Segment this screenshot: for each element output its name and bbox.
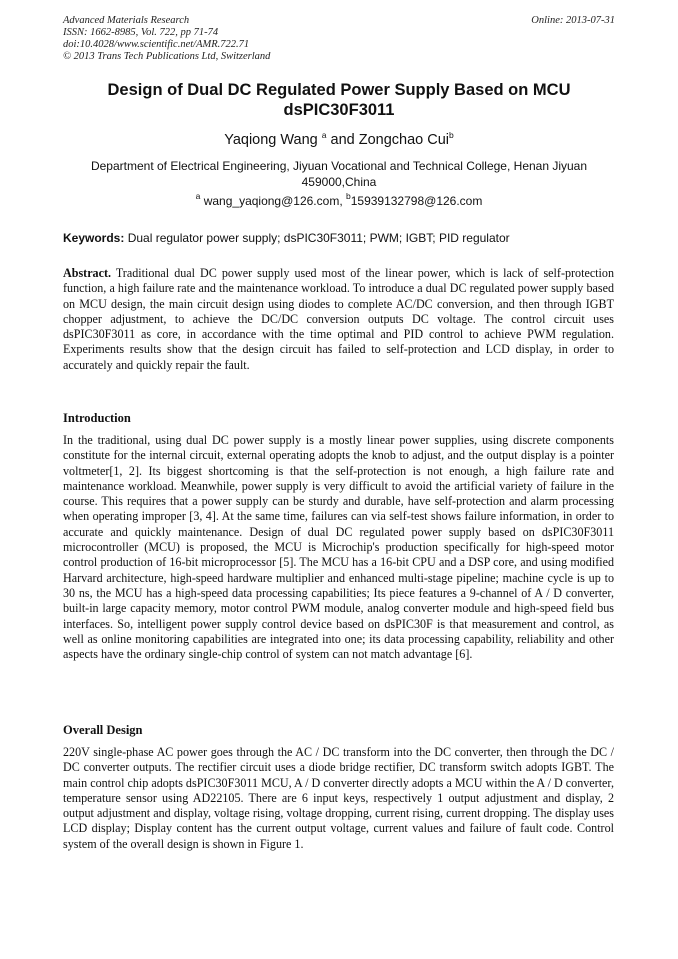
title-line-1: Design of Dual DC Regulated Power Supply Based on MCU	[107, 81, 571, 99]
journal-name: Advanced Materials Research	[63, 15, 190, 26]
issn-line: ISSN: 1662-8985, Vol. 722, pp 71-74	[63, 27, 219, 38]
email-a-mark: a	[195, 191, 201, 201]
author-2-affil-mark: b	[449, 130, 454, 140]
copyright-line: © 2013 Trans Tech Publications Ltd, Switzerland	[63, 51, 271, 62]
email-b-mark: b	[345, 191, 351, 201]
author-joiner: and	[326, 132, 359, 148]
doi-line: doi:10.4028/www.scientific.net/AMR.722.71	[63, 39, 250, 50]
paper-title	[63, 80, 615, 120]
journal-header	[63, 15, 615, 63]
abstract-text: Traditional dual DC power supply used most of the linear power, which is lack of self-protection function, a high failure rate and the maintenance workload. To introduce a dual DC regulated power supply based on MCU design, the main circuit design using diodes to complete AC/DC conversion, and then through IGBT chopper adjustment, to achieve the DC/DC conversion outputs DC voltage. The control circuit uses dsPIC30F3011 as core, in accordance with the time optimal and PID control to achieve PWM regulation. Experiments results show that the design circuit has failed to self-protection and LCD display, in order to accurately and quickly repair the fault.	[63, 266, 614, 372]
email-line	[63, 191, 615, 209]
affiliation-line-2: 459000,China	[301, 174, 377, 189]
keywords-label: Keywords:	[63, 231, 125, 245]
keywords-text: Dual regulator power supply; dsPIC30F3011; PWM; IGBT; PID regulator	[124, 231, 510, 245]
title-line-2: dsPIC30F3011	[283, 101, 395, 119]
introduction-text: In the traditional, using dual DC power supply is a mostly linear power supplies, using discrete components constitute for the internal circuit, external operating adopts the knob to adjust, and the output display is a pointer voltmeter[1, 2]. Its biggest shortcoming is that the self-protection is not enough, a high failure rate and maintenance workload. Meanwhile, power supply is very difficult to avoid the artificial variety of failure in the course. This requires that a power supply can be sturdy and durable, have self-protection and alarm processing when operating improper [3, 4]. At the same time, failures can via self-test shows failure information, in order to accurate and quickly maintenance. Design of dual DC regulated power supply based on dsPIC30F3011 microcontroller (MCU) is proposed, the MCU is Microchip's production specifically for high-speed motor control production of 16-bit microprocessor [5]. The MCU has a 16-bit CPU and a DSP core, and using modified Harvard architecture, high-speed hardware multiplier and enhanced multi-stage pipeline; machine cycle is up to 30 ns, the MCU has a high-speed data processing capabilities; Its piece features a 9-channel of A / D converter, built-in large capacity memory, motor control PWM module, analog converter module and high-speed field bus interfaces. So, intelligent power supply control device based on dsPIC30F is that measurement and control, as well as online monitoring capabilities are integrated into one; its data processing capability, reliability and other aspects have the ordinary single-chip control of system can not match advantage [6].	[63, 433, 614, 662]
abstract	[63, 266, 614, 373]
keywords	[63, 231, 615, 246]
affiliation	[63, 159, 615, 190]
affiliation-line-1: Department of Electrical Engineering, Jiyuan Vocational and Technical College, Henan Jiyuan	[90, 159, 588, 173]
email-a: wang_yaqiong@126.com,	[200, 194, 346, 208]
author-1-affil-mark: a	[321, 130, 327, 140]
email-b: 15939132798@126.com	[350, 194, 483, 208]
overall-design-heading: Overall Design	[63, 723, 143, 737]
introduction-heading: Introduction	[63, 411, 131, 425]
overall-design-text: 220V single-phase AC power goes through the AC / DC transform into the DC converter, then through the DC / DC converter outputs. The rectifier circuit uses a diode bridge rectifier, DC transform switch adopts IGBT. The main control chip adopts dsPIC30F3011 MCU, A / D converter directly adopts a MCU within the A / D converter, temperature sensor using AD22105. There are 6 input keys, respectively 1 output adjustment and display, 2 output adjustment and display, voltage rising, voltage dropping, current rising, current dropping. The display uses LCD display; Display content has the current output voltage, current values and failure of fault code. Control system of the overall design is shown in Figure 1.	[63, 745, 614, 851]
author-1: Yaqiong Wang	[224, 132, 318, 148]
author-2: Zongchao Cui	[358, 132, 450, 148]
author-line	[63, 131, 615, 149]
abstract-label: Abstract.	[63, 266, 112, 280]
online-date: Online: 2013-07-31	[531, 15, 615, 26]
